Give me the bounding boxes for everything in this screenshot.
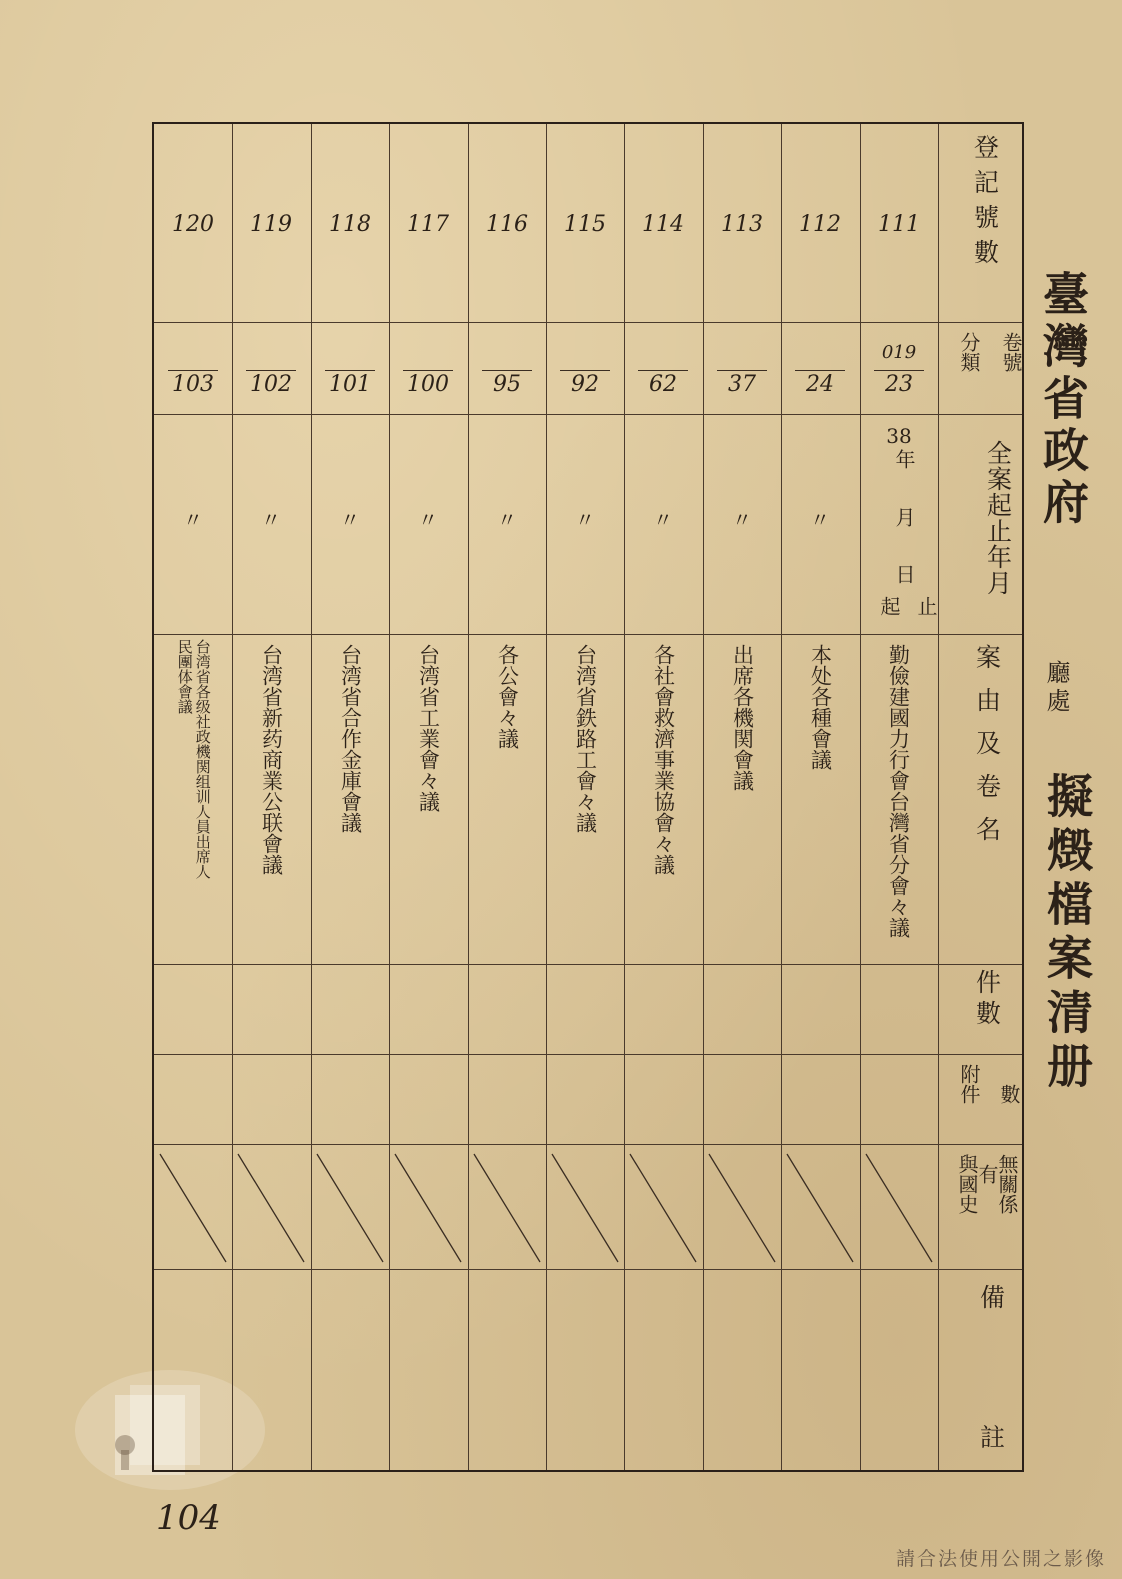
fraction-bar	[560, 370, 610, 371]
classification-number: 102	[250, 372, 292, 397]
header-remarks-end: 註	[976, 1424, 1006, 1449]
header-attachment-count: 數	[997, 1084, 1021, 1104]
register-number: 115	[564, 212, 606, 237]
ditto-mark: 〃	[653, 508, 673, 532]
case-title: 勤儉建國力行會台灣省分會々議	[886, 644, 911, 938]
case-title: 台湾省鉄路工會々議	[573, 644, 598, 833]
day-label: 日	[892, 564, 916, 584]
fraction-bar	[874, 370, 924, 371]
ditto-mark: 〃	[732, 508, 752, 532]
fraction-bar	[795, 370, 845, 371]
ditto-mark: 〃	[261, 508, 281, 532]
fraction-bar	[325, 370, 375, 371]
ditto-mark: 〃	[575, 508, 595, 532]
strike-through-lines	[154, 1144, 938, 1269]
row-divider	[154, 964, 1022, 965]
row-divider	[154, 1054, 1022, 1055]
usage-notice: 請合法使用公開之影像	[896, 1548, 1107, 1570]
header-history-relation: 無關係	[995, 1154, 1019, 1214]
register-number: 120	[172, 212, 214, 237]
header-remarks: 備	[976, 1284, 1006, 1309]
register-number: 119	[250, 212, 292, 237]
case-title: 各社會救濟事業協會々議	[651, 644, 676, 875]
case-title-continued: 民團体會議	[175, 639, 194, 714]
register-number: 117	[407, 212, 449, 237]
case-title: 台湾省合作金庫會議	[338, 644, 363, 833]
row-divider	[154, 634, 1022, 635]
page-number: 104	[156, 1498, 221, 1538]
row-divider	[154, 1269, 1022, 1270]
header-case-title: 案由及卷名	[972, 644, 1002, 859]
page-subtitle-register: 擬燬檔案清册	[1040, 772, 1094, 1096]
row-divider	[154, 414, 1022, 415]
case-title: 台湾省新药商業公联會議	[259, 644, 284, 875]
header-register-no: 登記號數	[970, 134, 1000, 274]
header-history-with: 與國史	[955, 1154, 979, 1214]
register-number: 114	[642, 212, 684, 237]
fraction-bar	[246, 370, 296, 371]
register-number: 118	[329, 212, 371, 237]
register-number: 113	[721, 212, 763, 237]
ditto-mark: 〃	[418, 508, 438, 532]
classification-number: 103	[172, 372, 214, 397]
start-label: 起	[877, 596, 901, 616]
ditto-mark: 〃	[497, 508, 517, 532]
classification-number: 24	[806, 372, 834, 397]
volume-number: 019	[881, 342, 917, 363]
register-number: 112	[799, 212, 841, 237]
register-number: 111	[878, 212, 920, 237]
case-title: 台湾省工業會々議	[416, 644, 441, 812]
header-period: 全案起止年月	[983, 440, 1013, 596]
classification-number: 37	[728, 372, 756, 397]
case-title: 台湾省各级社政機関组训人員出席人	[193, 639, 212, 879]
header-attachments: 附件	[957, 1064, 981, 1104]
year-label: 年	[892, 449, 916, 469]
fraction-bar	[482, 370, 532, 371]
header-history-has: 有	[975, 1164, 999, 1184]
fraction-bar	[403, 370, 453, 371]
page-title: 臺灣省政府	[1036, 270, 1090, 530]
page-subtitle-department: 廳處	[1042, 660, 1070, 716]
header-item-count: 件數	[972, 969, 1002, 1031]
register-table	[152, 122, 1024, 1472]
start-year: 38	[886, 424, 912, 448]
classification-number: 62	[649, 372, 677, 397]
case-title: 各公會々議	[495, 644, 520, 749]
case-title: 出席各機関會議	[730, 644, 755, 791]
fraction-bar	[638, 370, 688, 371]
classification-number: 92	[571, 372, 599, 397]
header-volume-no: 卷號	[999, 332, 1023, 372]
classification-number: 95	[493, 372, 521, 397]
end-label: 止	[914, 596, 938, 616]
register-number: 116	[486, 212, 528, 237]
classification-number: 101	[329, 372, 371, 397]
ditto-mark: 〃	[340, 508, 360, 532]
header-classification: 分類	[957, 332, 981, 372]
ditto-mark: 〃	[810, 508, 830, 532]
month-label: 月	[892, 507, 916, 527]
classification-number: 23	[885, 372, 913, 397]
fraction-bar	[717, 370, 767, 371]
classification-number: 100	[407, 372, 449, 397]
ditto-mark: 〃	[183, 508, 203, 532]
fraction-bar	[168, 370, 218, 371]
row-divider	[154, 322, 1022, 323]
case-title: 本处各種會議	[808, 644, 833, 770]
